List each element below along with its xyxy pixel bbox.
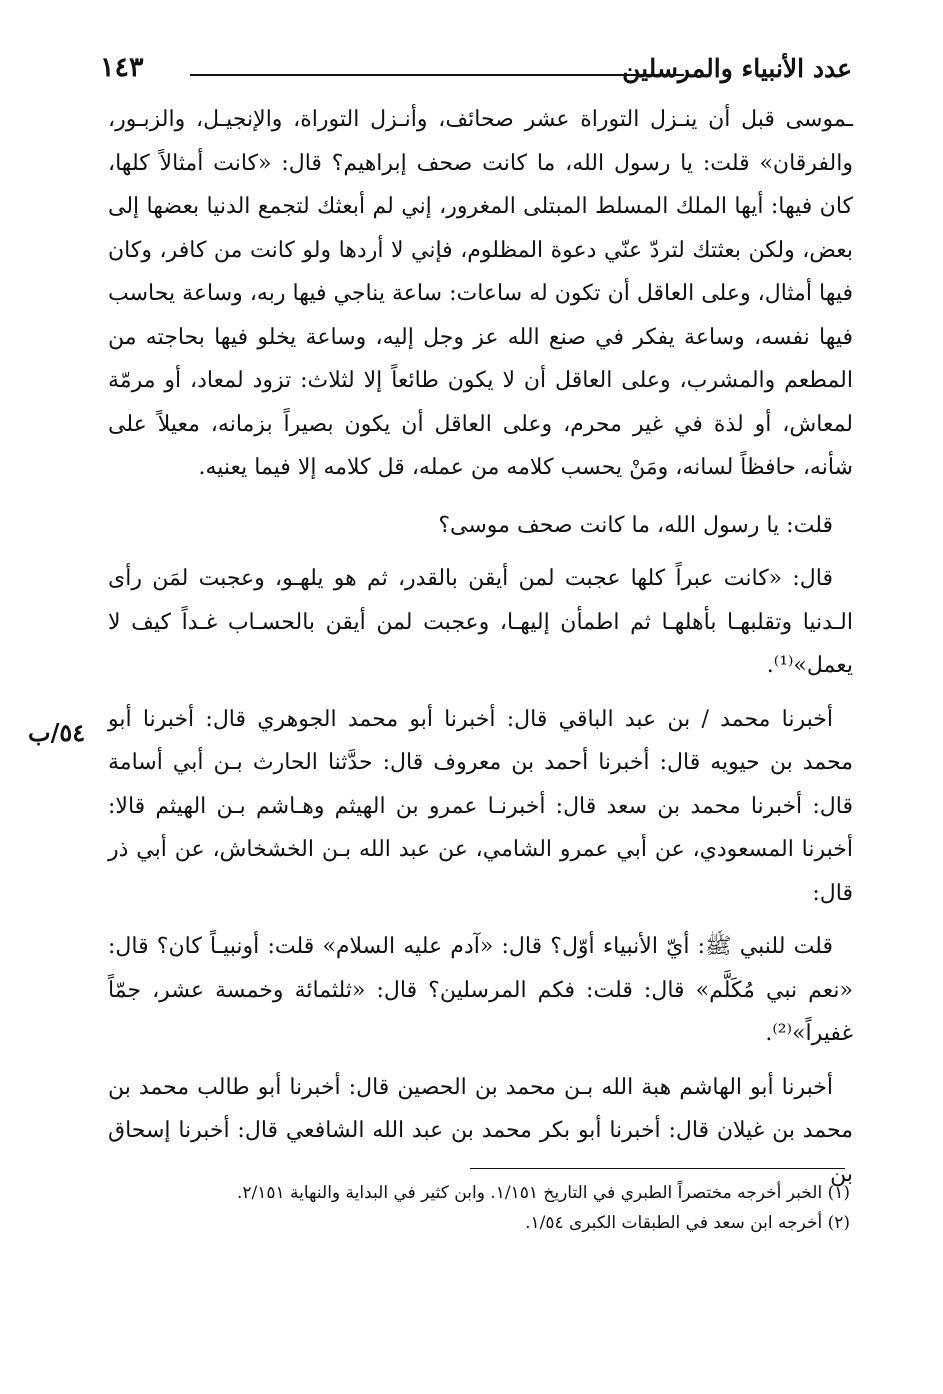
manuscript-folio-marker: ٥٤/ب — [28, 718, 86, 747]
paragraph-isnad-2: أخبرنا أبو الهاشم هبة الله بـن محمد بن الحصين قال: أخبرنا أبو طالب محمد بن محمد بن غيلان قال: أخبرنا أبو بكر محمد بن عبد الله الشافعي قال: أخبرنا إسحاق بن — [108, 1074, 853, 1187]
footnote-separator — [470, 1168, 845, 1169]
main-text — [108, 98, 853, 1196]
page-number: ١٤٣ — [100, 52, 144, 83]
footnotes — [160, 1178, 850, 1238]
running-header — [100, 52, 852, 92]
paragraph-suhuf-musa: قال: «كانت عبراً كلها عجبت لمن أيقن بالقدر، ثم هو يلهـو، وعجبت لمَن رأى الـدنيا وتقلبهـا بأهلهـا ثم اطمأن إليهـا، وعجبت لمن أيقن بالحسـاب غـداً كيف لا يعمل»⁽¹⁾. — [108, 566, 853, 678]
header-rule — [190, 74, 684, 76]
paragraph-first-prophet: قلت للنبي ﷺ: أيّ الأنبياء أوّل؟ قال: «آدم عليه السلام» قلت: أونبيـاً كان؟ قال: «نعم نبي مُكَلَّم» قال: قلت: فكم المرسلين؟ قال: «ثلثمائة وخمسة عشر، جمّاً غفيراً»⁽²⁾. — [108, 934, 853, 1046]
chapter-title: عدد الأنبياء والمرسلين — [622, 54, 852, 83]
footnote-1: (١) الخبر أخرجه مختصراً الطبري في التاريخ ١/١٥١. وابن كثير في البداية والنهاية ٢/١٥١. — [236, 1183, 850, 1203]
paragraph-question-musa: قلت: يا رسول الله، ما كانت صحف موسى؟ — [438, 512, 833, 538]
paragraph-isnad-1: أخبرنا محمد / بن عبد الباقي قال: أخبرنا أبو محمد الجوهري قال: أخبرنا أبو محمد بن حيويه قال: أخبرنا أحمد بن معروف قال: حدَّثنا الحارث بـن أبي أسامة قال: أخبرنا محمد بن سعد قال: أخبرنـا عمرو بن الهيثم وهـاشم بـن الهيثم قالا: أخبرنا المسعودي، عن أبي عمرو الشامي، عن عبد الله بـن الخشخاش، عن أبي ذر قال: — [108, 706, 853, 906]
footnote-2: (٢) أخرجه ابن سعد في الطبقات الكبرى ١/٥٤. — [525, 1213, 850, 1233]
paragraph-suhuf-ibrahim: ـموسى قبل أن ينـزل التوراة عشر صحائف، وأنـزل التوراة، والإنجيـل، والزبـور، والفرقان» قلت: يا رسول الله، ما كانت صحف إبراهيم؟ قال: «كانت أمثالاً كلها، كان فيها: أيها الملك المسلط المبتلى المغرور، إني لم أبعثك لتجمع الدنيا بعضها إلى بعض، ولكن بعثتك لتردّ عنّي دعوة المظلوم، فإني لا أردها ولو كانت من كافر، وكان فيها أمثال، وعلى العاقل أن تكون له ساعات: ساعة يناجي فيها ربه، وساعة يحاسب فيها نفسه، وساعة يفكر في صنع الله عز وجل إليه، وساعة يخلو فيها بحاجته من المطعم والمشرب، وعلى العاقل أن لا يكون طائعاً إلا لثلاث: تزود لمعاد، أو مرمّة لمعاش، أو لذة في غير محرم، وعلى العاقل أن يكون بصيراً بزمانه، معيلاً على شأنه، حافظاً لسانه، ومَنْ يحسب كلامه من عمله، قل كلامه إلا فيما يعنيه. — [108, 107, 853, 480]
